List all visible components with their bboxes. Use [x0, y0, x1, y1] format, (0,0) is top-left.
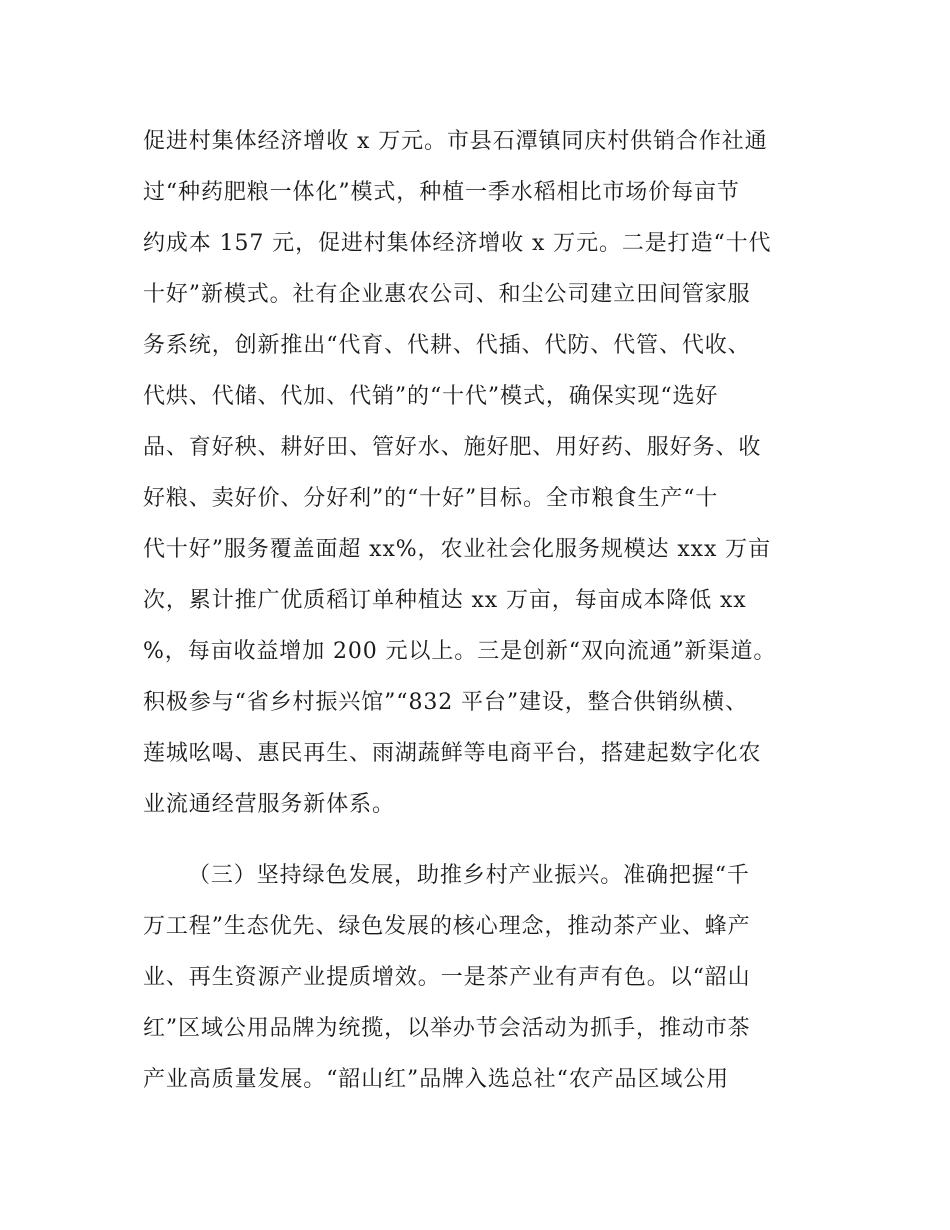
text-line: 好粮、卖好价、分好利”的“十好”目标。全市粮食生产“十 [143, 486, 719, 511]
text-line: 务系统，创新推出“代育、代耕、代插、代防、代管、代收、 [143, 333, 751, 358]
text-line: 代烘、代储、代加、代销”的“十代”模式，确保实现“选好 [143, 384, 719, 409]
text-line: 十好”新模式。社有企业惠农公司、和尘公司建立田间管家服 [143, 282, 751, 307]
text-line: 代十好”服务覆盖面超 xx%，农业社会化服务规模达 xxx 万亩 [143, 537, 771, 562]
text-line: 莲城吆喝、惠民再生、雨湖蔬鲜等电商平台，搭建起数字化农 [143, 741, 762, 766]
text-line: 次，累计推广优质稻订单种植达 xx 万亩，每亩成本降低 xx [143, 588, 747, 613]
section-heading-line: （三）坚持绿色发展，助推乡村产业振兴。准确把握“千 [188, 863, 750, 888]
text-line: 品、育好秧、耕好田、管好水、施好肥、用好药、服好务、收 [143, 435, 762, 460]
text-line: 促进村集体经济增收 x 万元。市县石潭镇同庆村供销合作社通 [143, 129, 768, 154]
text-line: 业流通经营服务新体系。 [143, 792, 395, 817]
text-line: 万工程”生态优先、绿色发展的核心理念，推动茶产业、蜂产 [143, 914, 751, 939]
text-line: 积极参与“省乡村振兴馆”“832 平台”建设，整合供销纵横、 [143, 690, 748, 715]
text-line: 约成本 157 元，促进村集体经济增收 x 万元。二是打造“十代 [143, 231, 772, 256]
text-line: 业、再生资源产业提质增效。一是茶产业有声有色。以“韶山 [143, 965, 751, 990]
text-line: 产业高质量发展。“韶山红”品牌入选总社“农产品区域公用 [143, 1067, 730, 1092]
text-line: 红”区域公用品牌为统揽，以举办节会活动为抓手，推动市茶 [143, 1016, 751, 1041]
text-line: %，每亩收益增加 200 元以上。三是创新“双向流通”新渠道。 [143, 639, 777, 664]
text-line: 过“种药肥粮一体化”模式，种植一季水稻相比市场价每亩节 [143, 180, 740, 205]
